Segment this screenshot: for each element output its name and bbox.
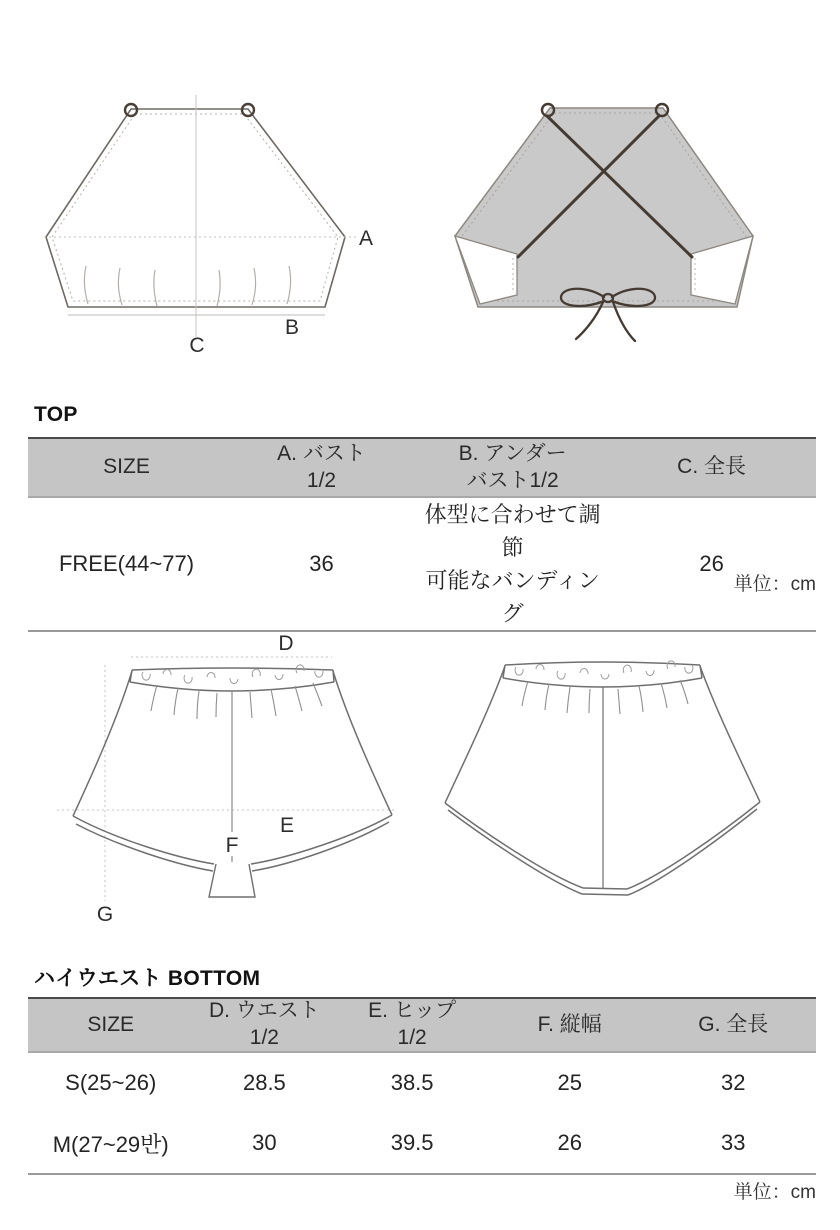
top-table-header-row <box>28 438 816 497</box>
bottom-size-table <box>28 997 816 1175</box>
label-c: C <box>189 334 205 357</box>
top-back-diagram <box>438 88 773 378</box>
cell-hip: 38.5 <box>390 1070 434 1095</box>
col-header-rise: F. 縦幅 <box>489 998 651 1052</box>
bottom-section-heading: ハイウエスト BOTTOM <box>34 967 261 990</box>
bottom-table-header-row <box>28 998 816 1052</box>
cell-total-length: 33 <box>721 1130 746 1155</box>
cell-waist: 30 <box>252 1130 277 1155</box>
cell-bust: 36 <box>309 551 334 576</box>
label-f: F <box>225 834 239 857</box>
cell-size: M(27~29반) <box>52 1131 169 1157</box>
label-a: A <box>358 227 374 250</box>
table-row <box>28 1113 816 1174</box>
col-header-hip: E. ヒップ 1/2 <box>335 998 489 1052</box>
cell-rise: 26 <box>557 1130 582 1155</box>
unit-note-bottom: 単位：cm <box>733 1182 816 1203</box>
cell-size: FREE(44~77) <box>58 551 195 576</box>
top-back-body <box>455 108 753 307</box>
waistband <box>130 668 334 691</box>
label-b: B <box>284 316 300 339</box>
top-front-diagram <box>28 88 378 363</box>
col-header-total-length: G. 全長 <box>650 998 816 1052</box>
col-header-size: SIZE <box>28 998 193 1052</box>
table-row <box>28 497 816 631</box>
crotch-panel <box>209 864 255 897</box>
top-size-table <box>28 437 816 632</box>
label-e: E <box>279 814 295 837</box>
col-header-bust: A. バスト 1/2 <box>225 438 418 497</box>
col-header-size: SIZE <box>28 438 225 497</box>
col-header-total-length: C. 全長 <box>607 438 816 497</box>
cell-size: S(25~26) <box>65 1070 157 1095</box>
col-header-underbust: B. アンダー バスト1/2 <box>418 438 607 497</box>
bottom-front-diagram <box>45 625 405 925</box>
cell-rise: 25 <box>557 1070 582 1095</box>
bottom-back-diagram <box>428 638 778 908</box>
label-g: G <box>96 903 114 925</box>
col-header-waist: D. ウエスト 1/2 <box>193 998 335 1052</box>
cell-total-length: 32 <box>721 1070 746 1095</box>
waist-gathers <box>522 680 688 714</box>
cell-underbust-note: 体型に合わせて調節 可能なバンディング <box>424 502 601 626</box>
table-row <box>28 1052 816 1113</box>
top-section-heading: TOP <box>34 403 78 426</box>
cell-total-length: 26 <box>699 551 724 576</box>
unit-note-top: 単位：cm <box>733 574 816 595</box>
label-d: D <box>278 632 294 655</box>
cell-hip: 39.5 <box>390 1130 434 1155</box>
cell-waist: 28.5 <box>242 1070 286 1095</box>
waistband <box>503 662 702 687</box>
